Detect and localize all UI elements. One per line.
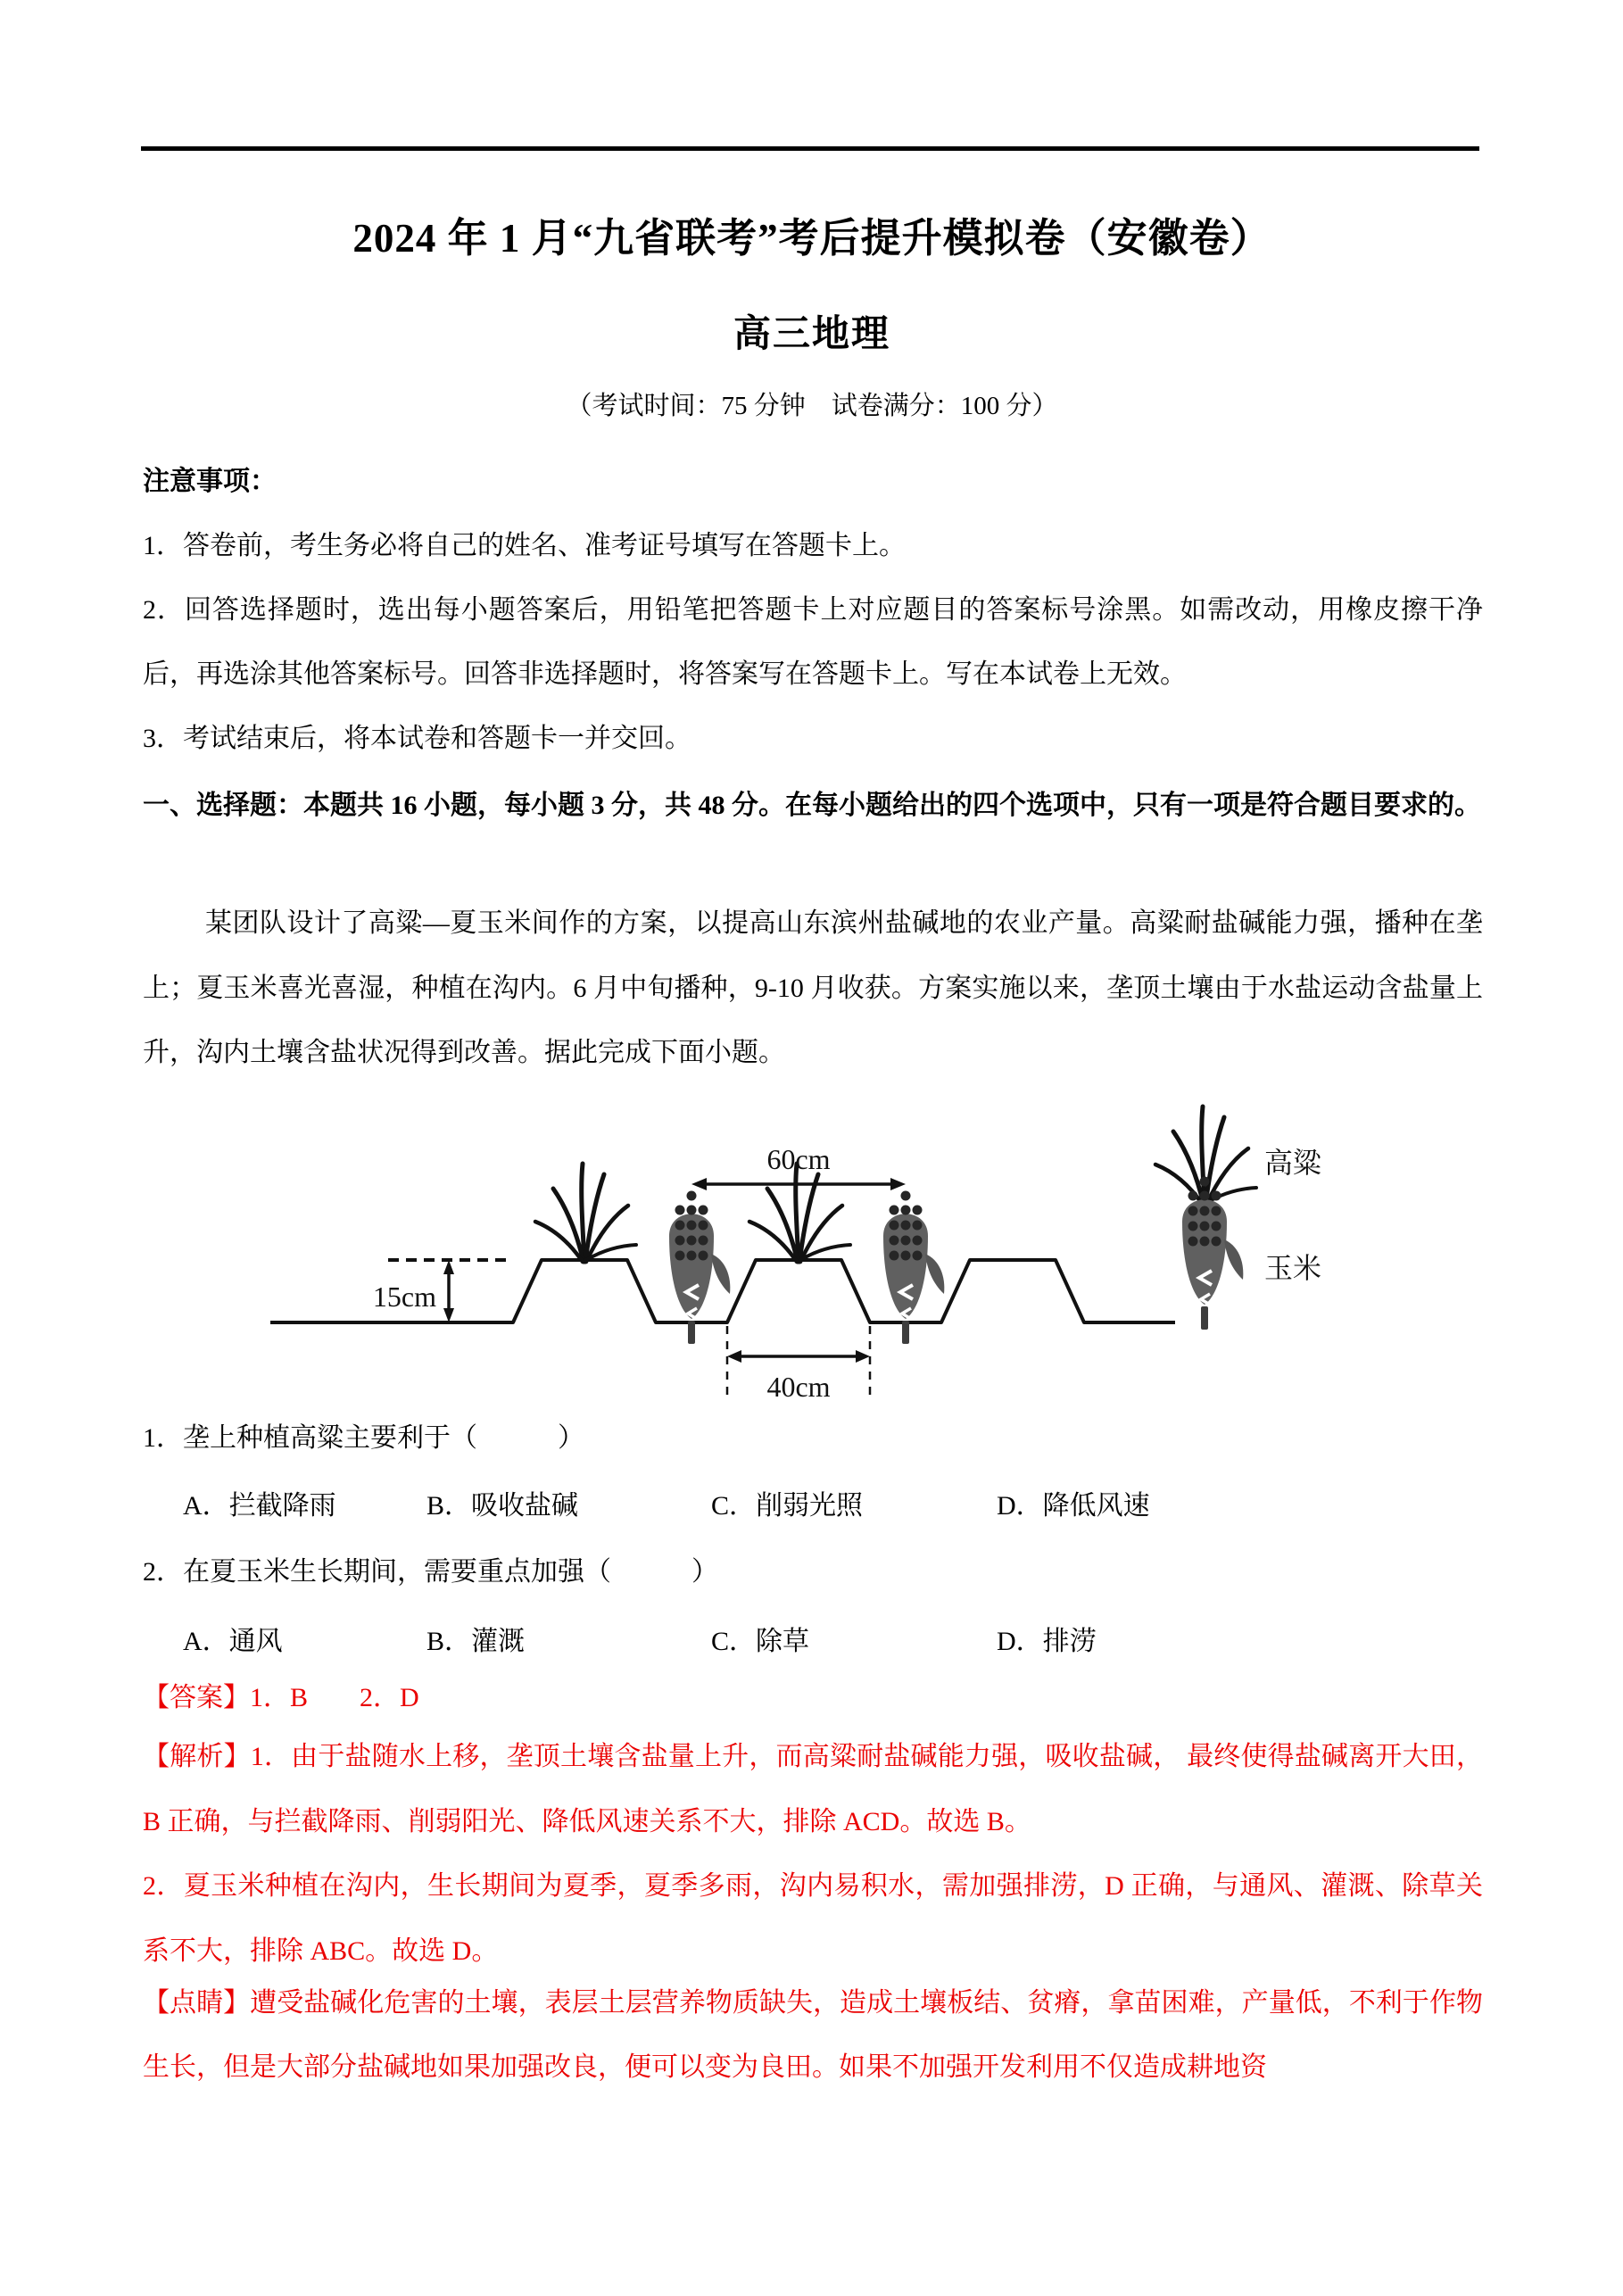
answer-label: 【答案】: [143, 1683, 250, 1712]
q2-option-c: C．除草: [711, 1627, 810, 1656]
section-heading: 一、选择题：本题共 16 小题，每小题 3 分，共 48 分。在每小题给出的四个选项中，只有一项是符合题目要求的。: [143, 791, 1481, 820]
question-2-stem: 2．在夏玉米生长期间，需要重点加强（ ）: [143, 1557, 718, 1587]
analysis-paragraph-1: 【解析】1．由于盐随水上移，垄顶土壤含盐量上升，而高粱耐盐碱能力强，吸收盐碱， 最终使得盐碱离开大田，B 正确，与拦截降雨、削弱阳光、降低风速关系不大，排除 ACD。故选 B。: [143, 1742, 1483, 1836]
question-passage: 某团队设计了高粱—夏玉米间作的方案，以提高山东滨州盐碱地的农业产量。高粱耐盐碱能力强，播种在垄上；夏玉米喜光喜湿，种植在沟内。6 月中旬播种，9-10 月收获。方案实施以来，垄顶土壤由于水盐运动含盐量上升，沟内土壤含盐状况得到改善。据此完成下面小题。: [143, 908, 1483, 1067]
dim-60cm-label: 60cm: [766, 1143, 831, 1175]
paper-subtitle: 高三地理: [733, 314, 890, 355]
dimension-15cm: [373, 1260, 509, 1322]
notice-item-1: 1．答卷前，考生务必将自己的姓名、准考证号填写在答题卡上。: [143, 531, 906, 560]
q2-option-b: B．灌溉: [426, 1627, 526, 1656]
legend-sorghum: [1155, 1107, 1322, 1205]
sorghum-plant-icon: [749, 1164, 850, 1262]
q1-option-a: A．拦截降雨: [183, 1491, 336, 1521]
answer-item-1: 1．B: [250, 1683, 309, 1712]
question-1-options: [143, 1474, 1483, 1538]
analysis-paragraph-2: 2．夏玉米种植在沟内，生长期间为夏季，夏季多雨，沟内易积水，需加强排涝，D 正确，与通风、灌溉、除草关系不大，排除 ABC。故选 D。: [143, 1871, 1483, 1966]
legend-corn: [1182, 1177, 1321, 1330]
q1-option-b: B．吸收盐碱: [426, 1491, 579, 1521]
q2-option-a: A．通风: [183, 1627, 283, 1656]
dim-15cm-label: 15cm: [372, 1281, 436, 1313]
keypoint-paragraph: 【点睛】遭受盐碱化危害的土壤，表层土层营养物质缺失，造成土壤板结、贫瘠，拿苗困难，产量低，不利于作物生长，但是大部分盐碱地如果加强改良，便可以变为良田。如果不加强开发利用不仅造成耕地资: [143, 1988, 1483, 2082]
header-rule: [141, 146, 1479, 151]
dimension-60cm: [691, 1143, 906, 1190]
dim-40cm-label: 40cm: [766, 1371, 831, 1403]
q1-option-c: C．削弱光照: [711, 1491, 864, 1521]
answer-line: [143, 1666, 1483, 1730]
question-2-options: [143, 1610, 1483, 1674]
paper-title: 2024 年 1 月“九省联考”考后提升模拟卷（安徽卷）: [352, 216, 1271, 261]
intercropping-field-diagram: [245, 1099, 1405, 1403]
answer-item-2: 2．D: [360, 1683, 419, 1712]
notice-item-2: 2．回答选择题时，选出每小题答案后，用铅笔把答题卡上对应题目的答案标号涂黑。如需改动，用橡皮擦干净后，再选涂其他答案标号。回答非选择题时，将答案写在答题卡上。写在本试卷上无效。: [143, 595, 1483, 689]
sorghum-plant-icon: [535, 1164, 636, 1262]
legend-corn-label: 玉米: [1264, 1252, 1322, 1284]
exam-info: （考试时间：75 分钟 试卷满分：100 分）: [566, 392, 1058, 420]
sorghum-icon: [1155, 1107, 1256, 1205]
notice-heading: 注意事项：: [143, 467, 277, 496]
question-1-stem: 1．垄上种植高粱主要利于（ ）: [143, 1423, 584, 1453]
q1-option-d: D．降低风速: [997, 1491, 1150, 1521]
notice-item-3: 3．考试结束后，将本试卷和答题卡一并交回。: [143, 724, 691, 753]
dimension-40cm: [727, 1326, 870, 1403]
q2-option-d: D．排涝: [997, 1627, 1097, 1656]
legend-sorghum-label: 高粱: [1264, 1147, 1322, 1179]
